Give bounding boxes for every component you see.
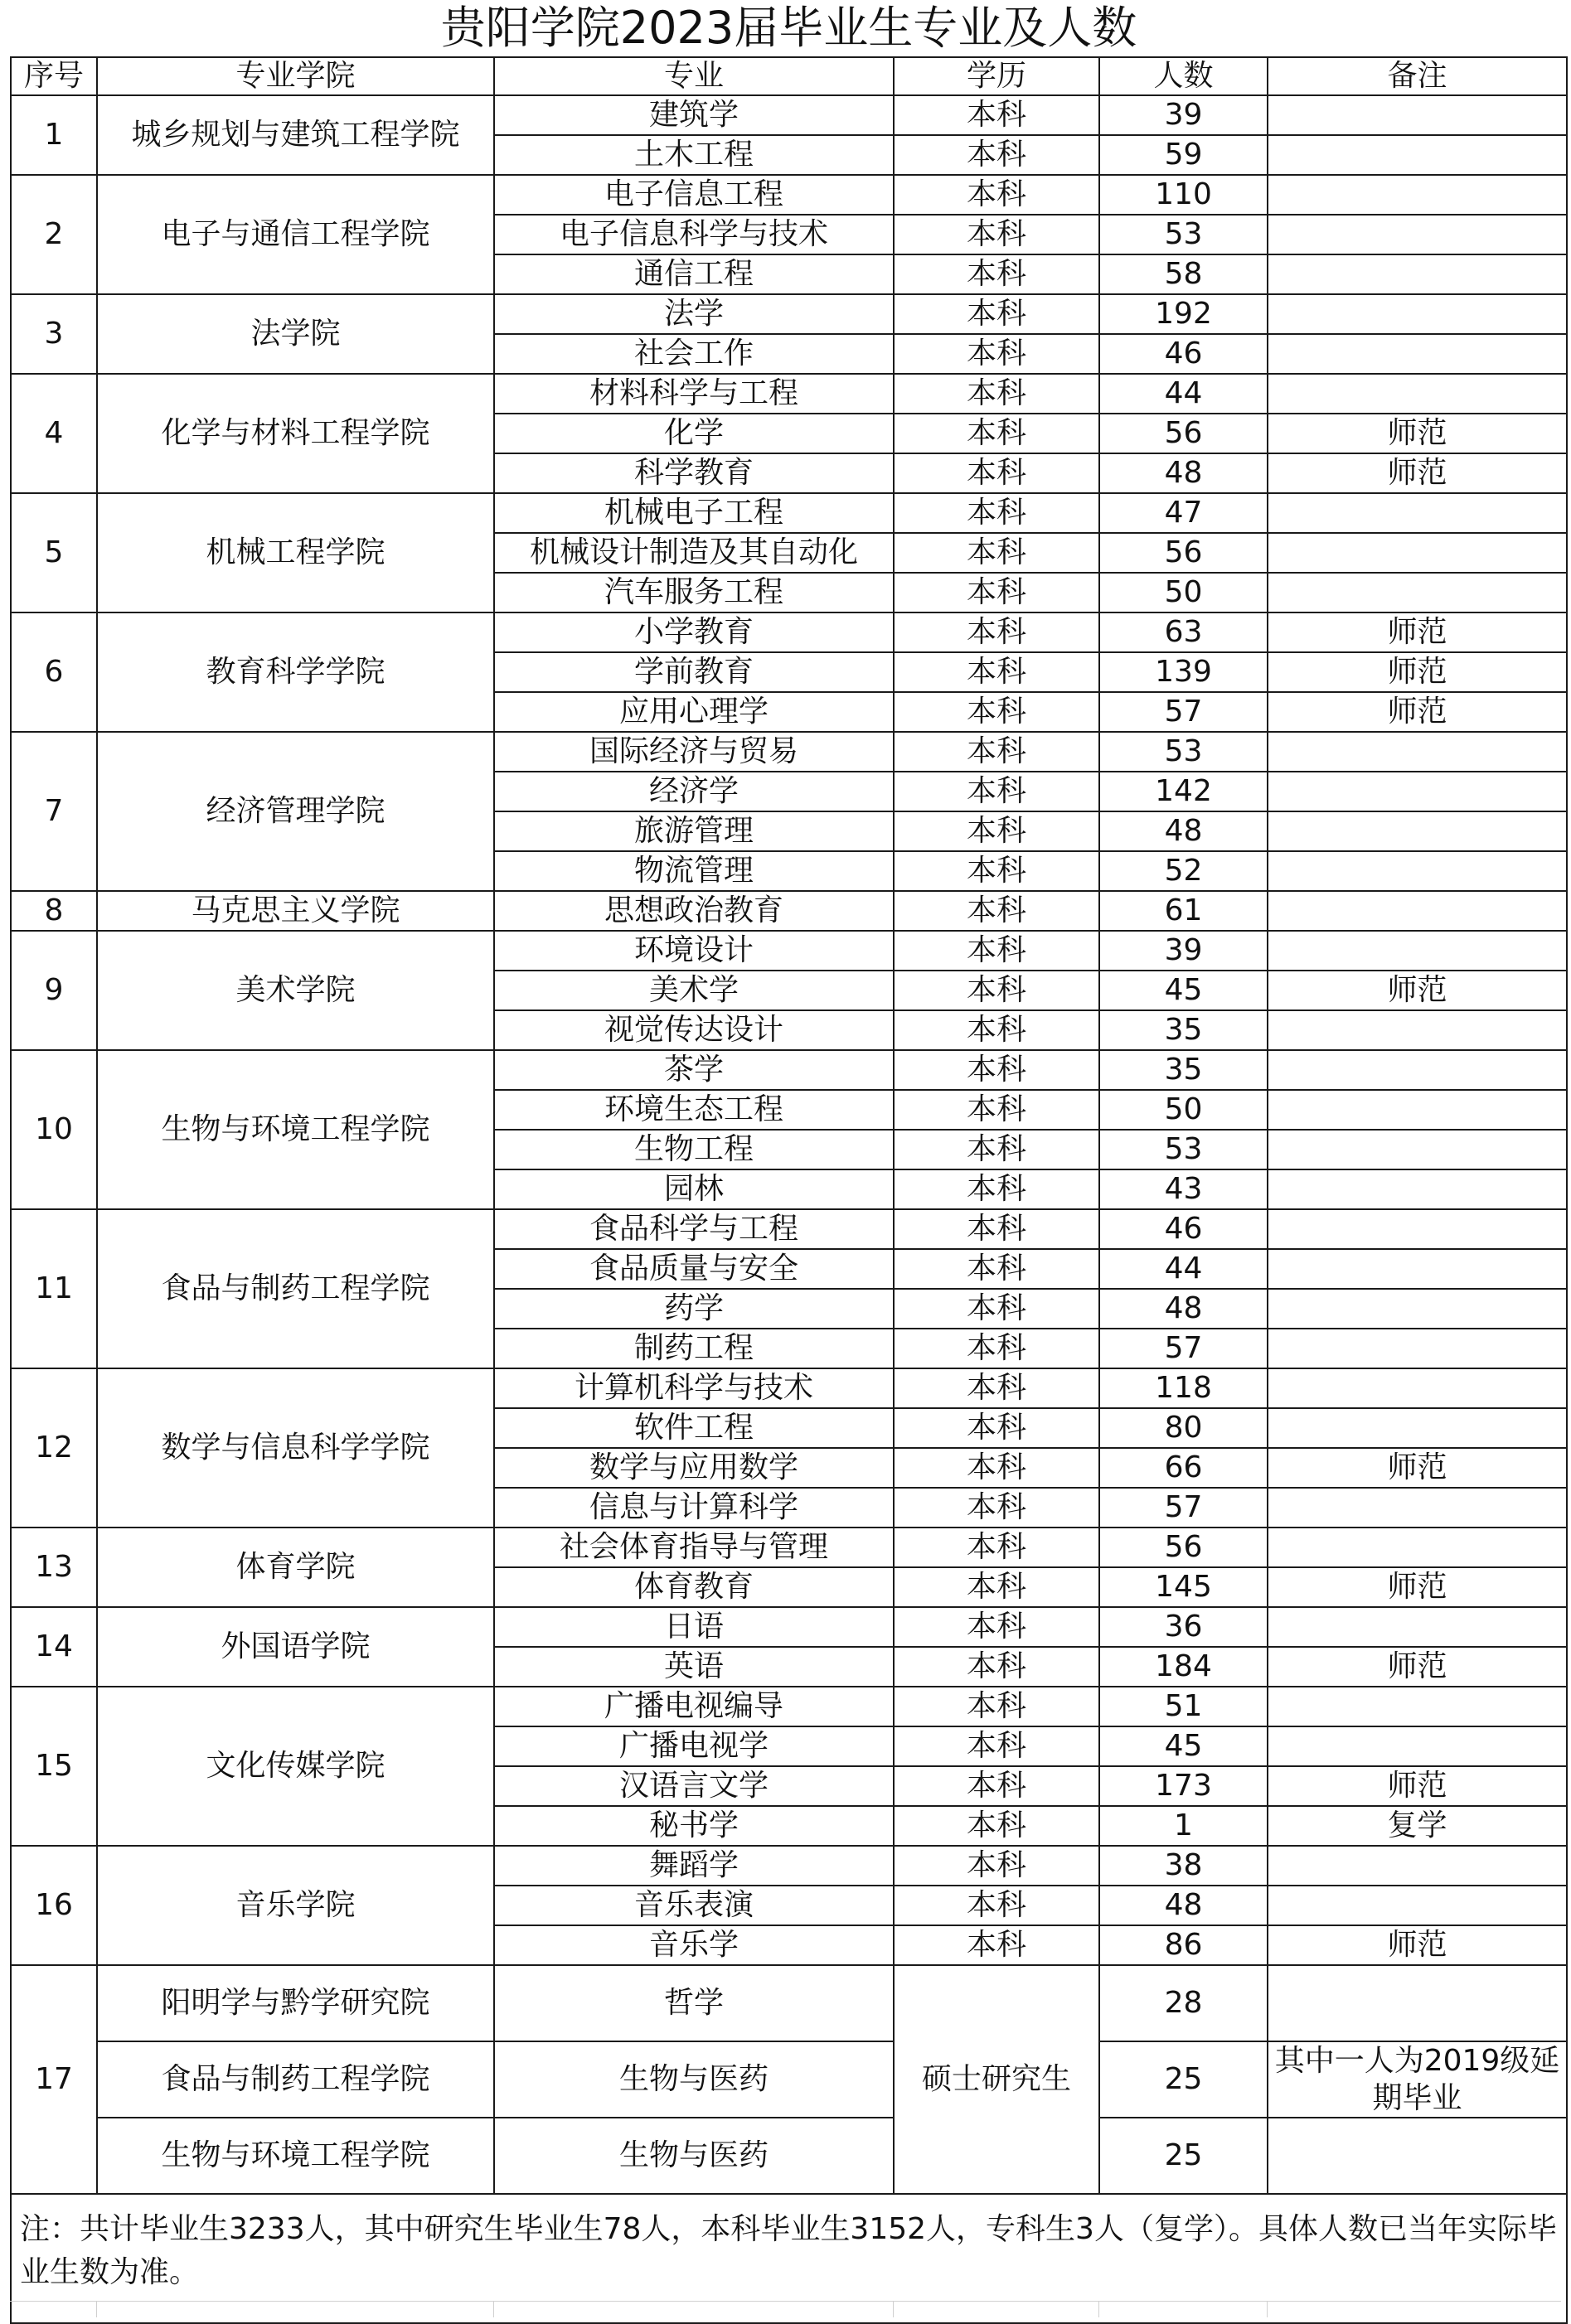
- footnote: 注：共计毕业生3233人，其中研究生毕业生78人，本科毕业生3152人，专科生3人（复学）。具体人数已当年实际毕业生数为准。: [11, 2194, 1567, 2323]
- cell-seq: 6: [11, 612, 97, 732]
- cell-college: 法学院: [97, 294, 494, 374]
- cell-degree: 本科: [894, 135, 1099, 175]
- cell-count: 184: [1099, 1647, 1268, 1687]
- table-row: [11, 1607, 1567, 1647]
- cell-count: 48: [1099, 1886, 1268, 1925]
- cell-college: 生物与环境工程学院: [97, 2118, 494, 2194]
- cell-count: 43: [1099, 1169, 1268, 1209]
- cell-degree: 本科: [894, 1209, 1099, 1249]
- cell-count: 46: [1099, 334, 1268, 374]
- cell-degree: 本科: [894, 1289, 1099, 1329]
- cell-remark: 师范: [1268, 1766, 1567, 1806]
- cell-major: 材料科学与工程: [494, 374, 894, 414]
- table-row: [11, 374, 1567, 414]
- cell-major: 数学与应用数学: [494, 1448, 894, 1488]
- cell-remark: [1268, 1726, 1567, 1766]
- cell-seq: 11: [11, 1209, 97, 1368]
- cell-college: 城乡规划与建筑工程学院: [97, 95, 494, 175]
- cell-college: 体育学院: [97, 1528, 494, 1607]
- cell-degree: 本科: [894, 1488, 1099, 1528]
- cell-remark: [1268, 1329, 1567, 1368]
- cell-major: 日语: [494, 1607, 894, 1647]
- cell-remark: [1268, 2118, 1567, 2194]
- cell-remark: 师范: [1268, 692, 1567, 732]
- cell-college: 食品与制药工程学院: [97, 2041, 494, 2118]
- cell-remark: 师范: [1268, 1448, 1567, 1488]
- cell-count: 142: [1099, 772, 1268, 811]
- cell-degree: 硕士研究生: [894, 1965, 1099, 2194]
- cell-degree: 本科: [894, 652, 1099, 692]
- table-row: [11, 493, 1567, 533]
- cell-seq: 5: [11, 493, 97, 612]
- table-row: [11, 891, 1567, 931]
- cell-degree: 本科: [894, 1169, 1099, 1209]
- cell-degree: 本科: [894, 1766, 1099, 1806]
- cell-remark: [1268, 1965, 1567, 2041]
- cell-degree: 本科: [894, 414, 1099, 453]
- cell-count: 48: [1099, 1289, 1268, 1329]
- cell-remark: [1268, 135, 1567, 175]
- cell-count: 25: [1099, 2041, 1268, 2118]
- cell-major: 经济学: [494, 772, 894, 811]
- cell-college: 数学与信息科学学院: [97, 1368, 494, 1528]
- cell-remark: 其中一人为2019级延期毕业: [1268, 2041, 1567, 2118]
- header-count: 人数: [1099, 57, 1268, 95]
- cell-college: 文化传媒学院: [97, 1687, 494, 1846]
- cell-degree: 本科: [894, 573, 1099, 612]
- cell-count: 35: [1099, 1050, 1268, 1090]
- cell-major: 音乐表演: [494, 1886, 894, 1925]
- cell-major: 建筑学: [494, 95, 894, 135]
- cell-college: 经济管理学院: [97, 732, 494, 891]
- cell-seq: 17: [11, 1965, 97, 2194]
- cell-college: 马克思主义学院: [97, 891, 494, 931]
- graduate-majors-table: [10, 0, 1568, 2324]
- cell-remark: [1268, 1050, 1567, 1090]
- cell-count: 56: [1099, 1528, 1268, 1567]
- cell-major: 小学教育: [494, 612, 894, 652]
- cell-remark: [1268, 215, 1567, 254]
- cell-major: 广播电视编导: [494, 1687, 894, 1726]
- cell-count: 118: [1099, 1368, 1268, 1408]
- cell-major: 美术学: [494, 971, 894, 1010]
- cell-remark: 师范: [1268, 971, 1567, 1010]
- cell-college: 教育科学学院: [97, 612, 494, 732]
- spreadsheet-gridlines: [10, 2301, 1561, 2317]
- cell-major: 广播电视学: [494, 1726, 894, 1766]
- table-row: [11, 1687, 1567, 1726]
- header-degree: 学历: [894, 57, 1099, 95]
- cell-count: 173: [1099, 1766, 1268, 1806]
- cell-remark: [1268, 1607, 1567, 1647]
- table-row: [11, 931, 1567, 971]
- cell-count: 57: [1099, 692, 1268, 732]
- cell-major: 环境设计: [494, 931, 894, 971]
- cell-remark: [1268, 1886, 1567, 1925]
- cell-major: 思想政治教育: [494, 891, 894, 931]
- cell-major: 哲学: [494, 1965, 894, 2041]
- cell-degree: 本科: [894, 1647, 1099, 1687]
- cell-remark: 复学: [1268, 1806, 1567, 1846]
- cell-seq: 9: [11, 931, 97, 1050]
- cell-remark: [1268, 772, 1567, 811]
- cell-degree: 本科: [894, 1329, 1099, 1368]
- cell-count: 61: [1099, 891, 1268, 931]
- cell-degree: 本科: [894, 374, 1099, 414]
- cell-remark: [1268, 294, 1567, 334]
- cell-seq: 1: [11, 95, 97, 175]
- cell-major: 土木工程: [494, 135, 894, 175]
- cell-major: 音乐学: [494, 1925, 894, 1965]
- cell-remark: [1268, 1249, 1567, 1289]
- cell-major: 计算机科学与技术: [494, 1368, 894, 1408]
- cell-remark: [1268, 1090, 1567, 1130]
- cell-degree: 本科: [894, 493, 1099, 533]
- cell-remark: [1268, 1488, 1567, 1528]
- cell-degree: 本科: [894, 95, 1099, 135]
- cell-major: 体育教育: [494, 1567, 894, 1607]
- cell-count: 39: [1099, 95, 1268, 135]
- cell-major: 茶学: [494, 1050, 894, 1090]
- cell-degree: 本科: [894, 1090, 1099, 1130]
- cell-count: 36: [1099, 1607, 1268, 1647]
- cell-seq: 7: [11, 732, 97, 891]
- cell-count: 57: [1099, 1488, 1268, 1528]
- cell-remark: [1268, 1846, 1567, 1886]
- cell-major: 科学教育: [494, 453, 894, 493]
- cell-degree: 本科: [894, 1448, 1099, 1488]
- cell-remark: [1268, 811, 1567, 851]
- table-row: [11, 1846, 1567, 1886]
- cell-degree: 本科: [894, 1368, 1099, 1408]
- cell-count: 58: [1099, 254, 1268, 294]
- cell-remark: [1268, 175, 1567, 215]
- cell-major: 药学: [494, 1289, 894, 1329]
- cell-remark: [1268, 851, 1567, 891]
- cell-major: 园林: [494, 1169, 894, 1209]
- cell-remark: 师范: [1268, 414, 1567, 453]
- cell-remark: [1268, 334, 1567, 374]
- cell-count: 86: [1099, 1925, 1268, 1965]
- table-row: [11, 95, 1567, 135]
- cell-count: 48: [1099, 811, 1268, 851]
- cell-degree: 本科: [894, 453, 1099, 493]
- cell-seq: 13: [11, 1528, 97, 1607]
- cell-major: 机械电子工程: [494, 493, 894, 533]
- header-major: 专业: [494, 57, 894, 95]
- cell-college: 阳明学与黔学研究院: [97, 1965, 494, 2041]
- cell-major: 汉语言文学: [494, 1766, 894, 1806]
- cell-major: 社会体育指导与管理: [494, 1528, 894, 1567]
- cell-degree: 本科: [894, 692, 1099, 732]
- cell-major: 旅游管理: [494, 811, 894, 851]
- cell-major: 食品科学与工程: [494, 1209, 894, 1249]
- cell-count: 44: [1099, 374, 1268, 414]
- cell-remark: [1268, 1169, 1567, 1209]
- cell-count: 46: [1099, 1209, 1268, 1249]
- cell-major: 信息与计算科学: [494, 1488, 894, 1528]
- cell-count: 45: [1099, 1726, 1268, 1766]
- cell-remark: [1268, 1130, 1567, 1169]
- cell-count: 38: [1099, 1846, 1268, 1886]
- cell-major: 生物与医药: [494, 2041, 894, 2118]
- cell-college: 机械工程学院: [97, 493, 494, 612]
- cell-college: 美术学院: [97, 931, 494, 1050]
- cell-degree: 本科: [894, 772, 1099, 811]
- cell-count: 57: [1099, 1329, 1268, 1368]
- cell-count: 59: [1099, 135, 1268, 175]
- cell-count: 45: [1099, 971, 1268, 1010]
- cell-college: 音乐学院: [97, 1846, 494, 1965]
- cell-remark: [1268, 1687, 1567, 1726]
- cell-count: 44: [1099, 1249, 1268, 1289]
- header-seq: 序号: [11, 57, 97, 95]
- cell-college: 生物与环境工程学院: [97, 1050, 494, 1209]
- cell-college: 外国语学院: [97, 1607, 494, 1687]
- cell-seq: 8: [11, 891, 97, 931]
- cell-count: 1: [1099, 1806, 1268, 1846]
- cell-major: 电子信息科学与技术: [494, 215, 894, 254]
- cell-major: 食品质量与安全: [494, 1249, 894, 1289]
- cell-remark: [1268, 1289, 1567, 1329]
- cell-remark: [1268, 1528, 1567, 1567]
- cell-degree: 本科: [894, 851, 1099, 891]
- cell-remark: [1268, 573, 1567, 612]
- cell-degree: 本科: [894, 612, 1099, 652]
- cell-remark: [1268, 1368, 1567, 1408]
- table-row: [11, 2118, 1567, 2194]
- cell-remark: [1268, 95, 1567, 135]
- cell-remark: [1268, 732, 1567, 772]
- cell-major: 汽车服务工程: [494, 573, 894, 612]
- cell-degree: 本科: [894, 732, 1099, 772]
- cell-count: 28: [1099, 1965, 1268, 2041]
- cell-major: 舞蹈学: [494, 1846, 894, 1886]
- cell-college: 化学与材料工程学院: [97, 374, 494, 493]
- cell-degree: 本科: [894, 1886, 1099, 1925]
- cell-remark: [1268, 1209, 1567, 1249]
- cell-count: 50: [1099, 573, 1268, 612]
- cell-seq: 16: [11, 1846, 97, 1965]
- cell-count: 48: [1099, 453, 1268, 493]
- cell-count: 39: [1099, 931, 1268, 971]
- table-row: [11, 732, 1567, 772]
- cell-seq: 2: [11, 175, 97, 294]
- cell-remark: [1268, 254, 1567, 294]
- cell-degree: 本科: [894, 1010, 1099, 1050]
- cell-degree: 本科: [894, 1528, 1099, 1567]
- cell-remark: 师范: [1268, 612, 1567, 652]
- cell-major: 电子信息工程: [494, 175, 894, 215]
- cell-seq: 10: [11, 1050, 97, 1209]
- cell-remark: [1268, 931, 1567, 971]
- cell-count: 145: [1099, 1567, 1268, 1607]
- cell-degree: 本科: [894, 533, 1099, 573]
- cell-major: 软件工程: [494, 1408, 894, 1448]
- cell-count: 51: [1099, 1687, 1268, 1726]
- cell-major: 秘书学: [494, 1806, 894, 1846]
- table-row: [11, 175, 1567, 215]
- cell-degree: 本科: [894, 1050, 1099, 1090]
- cell-count: 80: [1099, 1408, 1268, 1448]
- cell-degree: 本科: [894, 931, 1099, 971]
- cell-degree: 本科: [894, 971, 1099, 1010]
- table-title: 贵阳学院2023届毕业生专业及人数: [11, 0, 1567, 57]
- cell-major: 社会工作: [494, 334, 894, 374]
- cell-count: 53: [1099, 215, 1268, 254]
- cell-degree: 本科: [894, 215, 1099, 254]
- cell-major: 生物与医药: [494, 2118, 894, 2194]
- cell-major: 机械设计制造及其自动化: [494, 533, 894, 573]
- cell-remark: [1268, 533, 1567, 573]
- cell-major: 通信工程: [494, 254, 894, 294]
- cell-degree: 本科: [894, 1726, 1099, 1766]
- cell-seq: 12: [11, 1368, 97, 1528]
- cell-remark: 师范: [1268, 1567, 1567, 1607]
- cell-degree: 本科: [894, 294, 1099, 334]
- cell-degree: 本科: [894, 1130, 1099, 1169]
- cell-major: 生物工程: [494, 1130, 894, 1169]
- cell-major: 学前教育: [494, 652, 894, 692]
- cell-degree: 本科: [894, 1408, 1099, 1448]
- table-row: [11, 1528, 1567, 1567]
- cell-remark: [1268, 1010, 1567, 1050]
- cell-count: 35: [1099, 1010, 1268, 1050]
- graduate-table-sheet: [10, 0, 1568, 2324]
- cell-major: 英语: [494, 1647, 894, 1687]
- cell-degree: 本科: [894, 1607, 1099, 1647]
- header-college: 专业学院: [97, 57, 494, 95]
- cell-count: 66: [1099, 1448, 1268, 1488]
- cell-remark: 师范: [1268, 453, 1567, 493]
- header-remark: 备注: [1268, 57, 1567, 95]
- cell-degree: 本科: [894, 254, 1099, 294]
- table-row: [11, 1050, 1567, 1090]
- cell-remark: 师范: [1268, 1647, 1567, 1687]
- cell-remark: 师范: [1268, 1925, 1567, 1965]
- cell-major: 化学: [494, 414, 894, 453]
- table-row: [11, 1368, 1567, 1408]
- cell-seq: 14: [11, 1607, 97, 1687]
- cell-remark: [1268, 493, 1567, 533]
- cell-major: 国际经济与贸易: [494, 732, 894, 772]
- cell-degree: 本科: [894, 1249, 1099, 1289]
- cell-count: 53: [1099, 732, 1268, 772]
- cell-seq: 4: [11, 374, 97, 493]
- table-row: [11, 294, 1567, 334]
- cell-count: 47: [1099, 493, 1268, 533]
- cell-seq: 15: [11, 1687, 97, 1846]
- cell-major: 应用心理学: [494, 692, 894, 732]
- cell-degree: 本科: [894, 1925, 1099, 1965]
- cell-remark: [1268, 891, 1567, 931]
- table-row: [11, 2041, 1567, 2118]
- cell-major: 环境生态工程: [494, 1090, 894, 1130]
- table-row: [11, 1209, 1567, 1249]
- cell-college: 食品与制药工程学院: [97, 1209, 494, 1368]
- cell-count: 52: [1099, 851, 1268, 891]
- cell-degree: 本科: [894, 891, 1099, 931]
- cell-seq: 3: [11, 294, 97, 374]
- cell-major: 物流管理: [494, 851, 894, 891]
- cell-degree: 本科: [894, 334, 1099, 374]
- cell-college: 电子与通信工程学院: [97, 175, 494, 294]
- cell-count: 25: [1099, 2118, 1268, 2194]
- cell-degree: 本科: [894, 1806, 1099, 1846]
- cell-remark: 师范: [1268, 652, 1567, 692]
- cell-count: 192: [1099, 294, 1268, 334]
- cell-count: 56: [1099, 414, 1268, 453]
- header-row: [11, 57, 1567, 95]
- cell-degree: 本科: [894, 1567, 1099, 1607]
- cell-degree: 本科: [894, 175, 1099, 215]
- cell-degree: 本科: [894, 1846, 1099, 1886]
- cell-remark: [1268, 374, 1567, 414]
- cell-major: 法学: [494, 294, 894, 334]
- cell-count: 53: [1099, 1130, 1268, 1169]
- cell-count: 50: [1099, 1090, 1268, 1130]
- cell-count: 139: [1099, 652, 1268, 692]
- cell-major: 制药工程: [494, 1329, 894, 1368]
- cell-degree: 本科: [894, 1687, 1099, 1726]
- cell-count: 56: [1099, 533, 1268, 573]
- cell-count: 110: [1099, 175, 1268, 215]
- table-row: [11, 612, 1567, 652]
- table-row: [11, 1965, 1567, 2041]
- cell-count: 63: [1099, 612, 1268, 652]
- cell-degree: 本科: [894, 811, 1099, 851]
- cell-remark: [1268, 1408, 1567, 1448]
- cell-major: 视觉传达设计: [494, 1010, 894, 1050]
